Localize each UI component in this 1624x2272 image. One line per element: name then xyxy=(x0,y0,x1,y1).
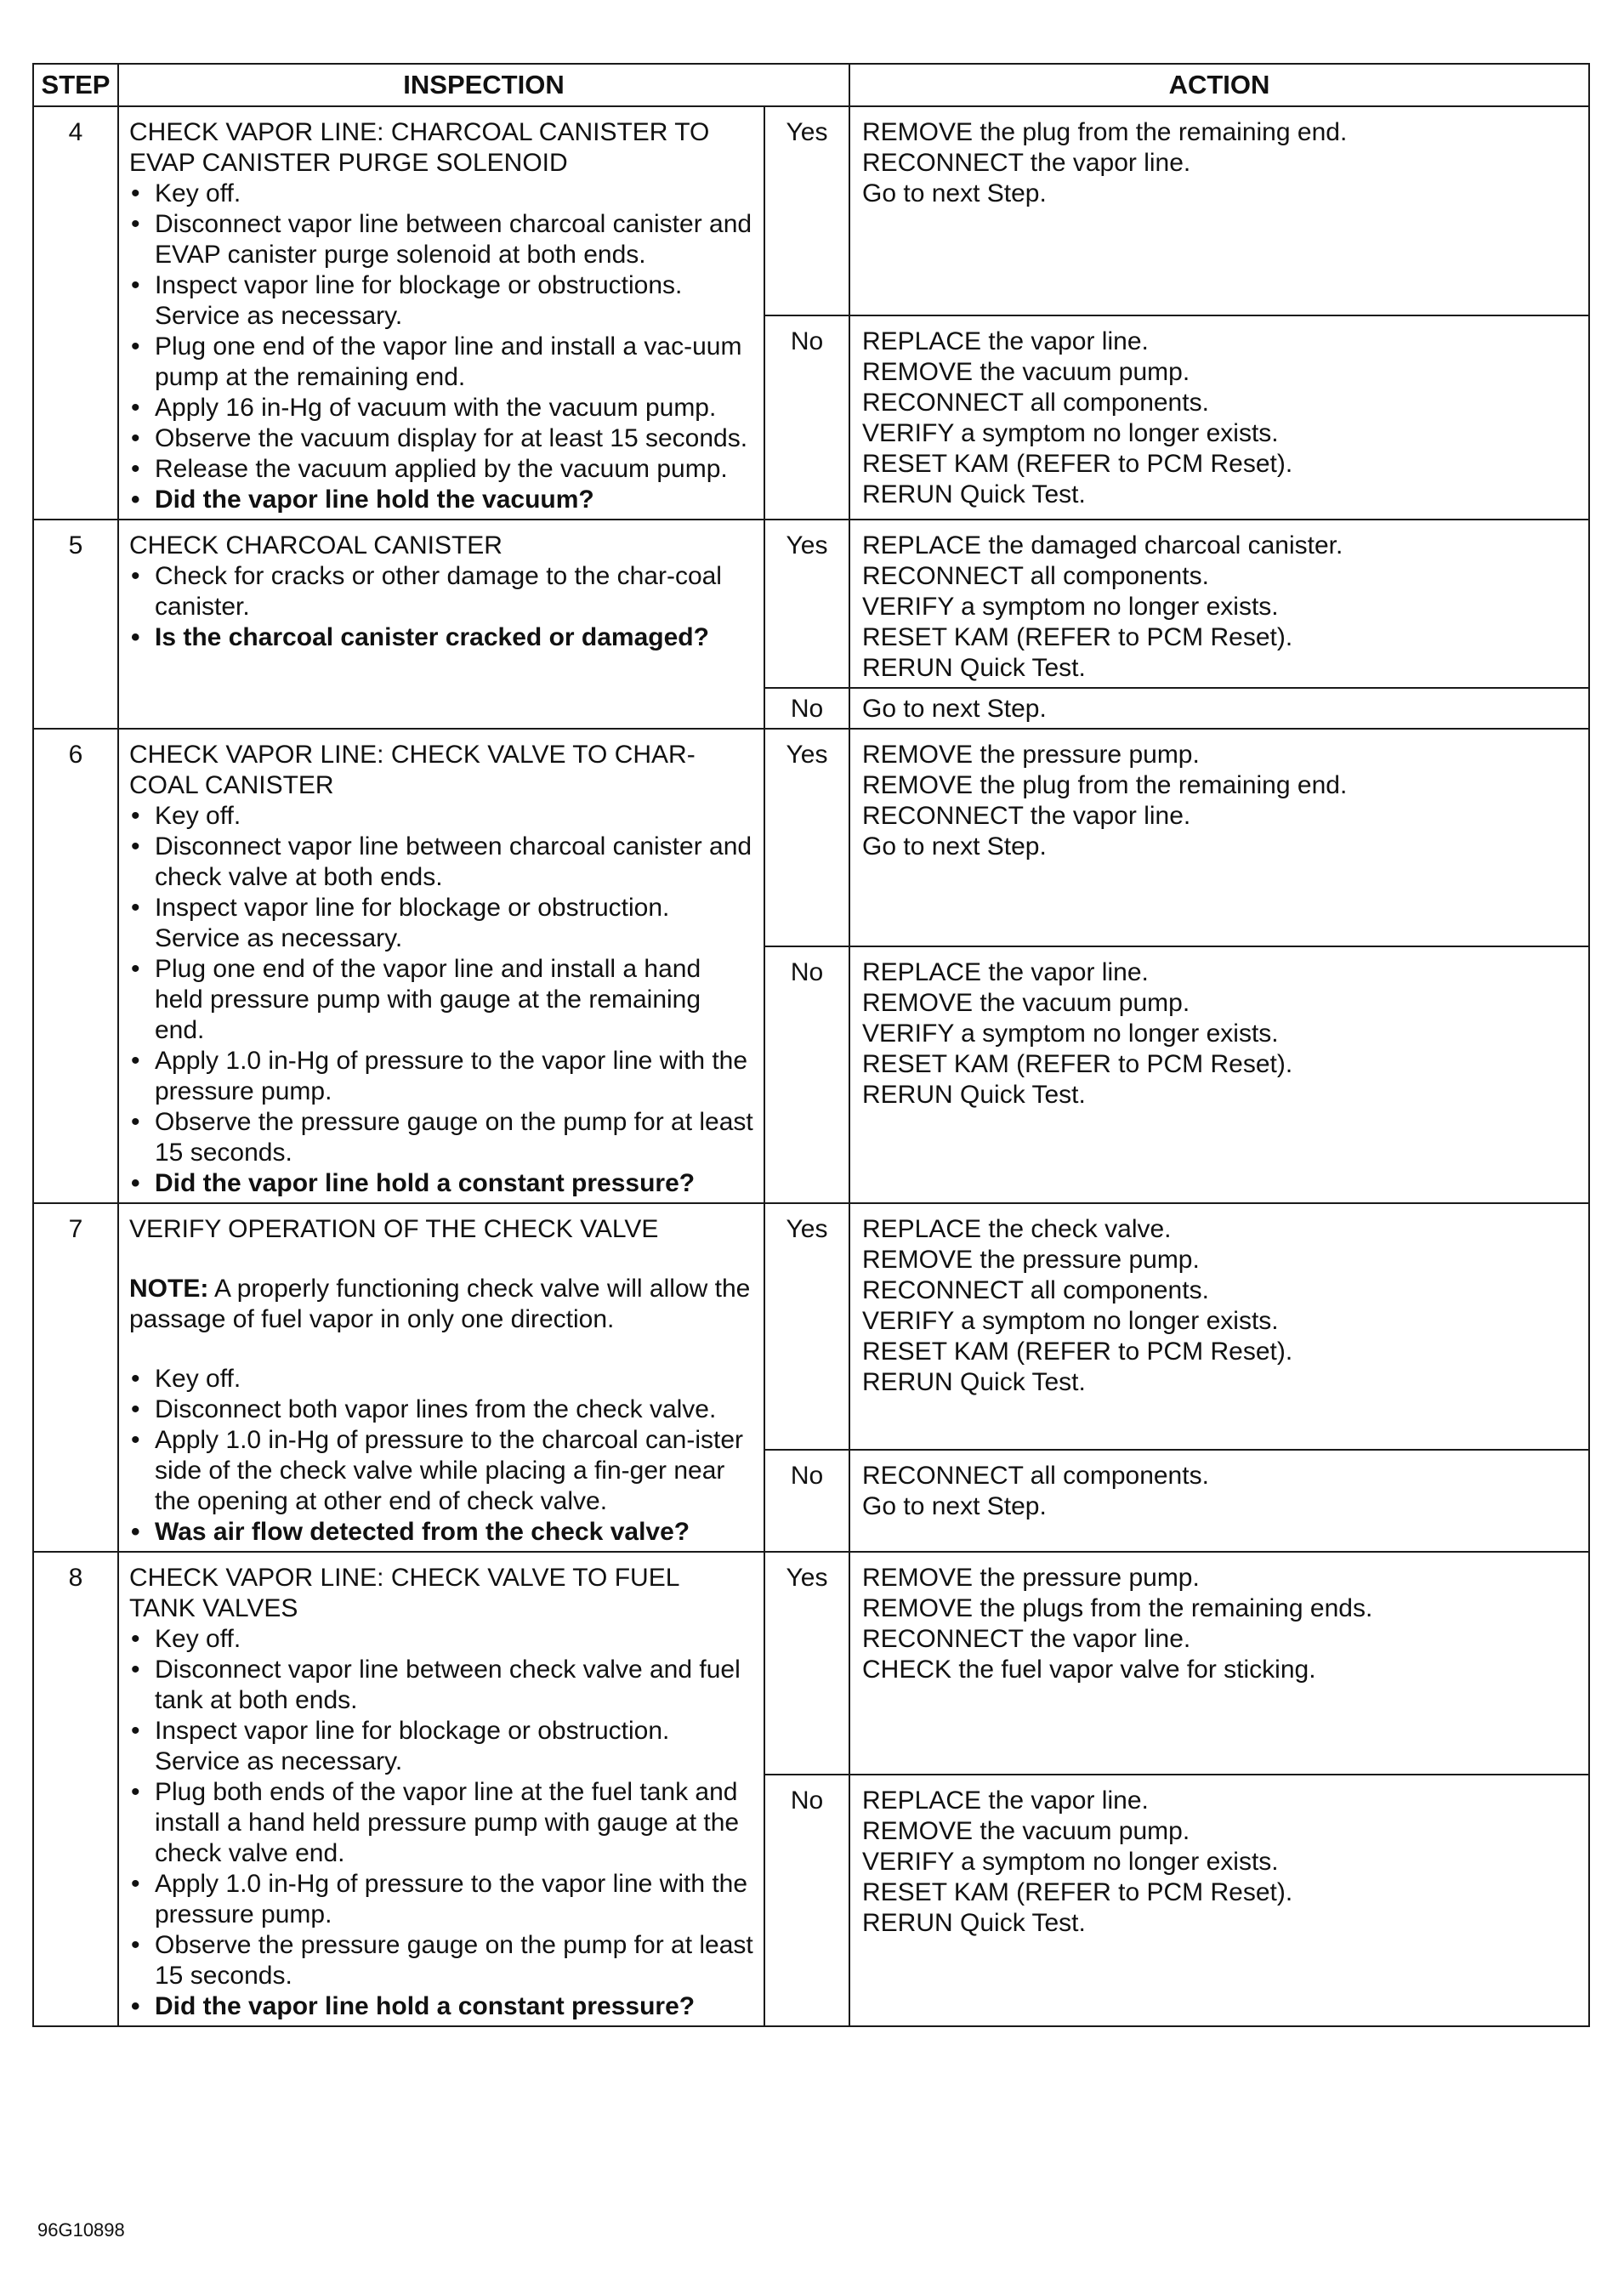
action-line: REPLACE the damaged charcoal canister. xyxy=(862,531,1343,559)
action-line: VERIFY a symptom no longer exists. xyxy=(862,1020,1279,1048)
inspection-question: • Is the charcoal canister cracked or damaged? xyxy=(129,622,755,653)
inspection-bullet: • Plug one end of the vapor line and install a vac-uum pump at the remaining end. xyxy=(129,332,755,393)
inspection-title-line: CHECK VAPOR LINE: CHARCOAL CANISTER TO xyxy=(129,118,710,146)
step-row-yes xyxy=(33,1552,1589,1775)
inspection-bullet: • Inspect vapor line for blockage or obstruction. Service as necessary. xyxy=(129,1716,755,1777)
action-line: REMOVE the pressure pump. xyxy=(862,1564,1200,1592)
step-number: 6 xyxy=(33,729,118,1203)
action-line: REMOVE the pressure pump. xyxy=(862,741,1200,769)
yes-action xyxy=(849,520,1589,688)
note-body: A properly functioning check valve will allow the passage of fuel vapor in only one direction. xyxy=(129,1275,751,1333)
yes-action xyxy=(849,1203,1589,1450)
inspection-bullet: • Check for cracks or other damage to the char-coal canister. xyxy=(129,561,755,622)
inspection-bullet: • Apply 1.0 in-Hg of pressure to the vapor line with the pressure pump. xyxy=(129,1869,755,1930)
inspection-bullet: • Key off. xyxy=(129,801,755,832)
action-line: REMOVE the vacuum pump. xyxy=(862,1817,1190,1845)
yes-label: Yes xyxy=(764,520,849,688)
no-label: No xyxy=(764,688,849,729)
action-line: RESET KAM (REFER to PCM Reset). xyxy=(862,1050,1293,1078)
figure-id: 96G10898 xyxy=(37,2219,125,2241)
action-line: Go to next Step. xyxy=(862,179,1047,207)
action-line: REPLACE the check valve. xyxy=(862,1215,1172,1243)
step-number: 8 xyxy=(33,1552,118,2026)
action-line: Go to next Step. xyxy=(862,832,1047,861)
inspection-bullet: • Inspect vapor line for blockage or obstructions. Service as necessary. xyxy=(129,270,755,332)
inspection-bullet: • Inspect vapor line for blockage or obstruction. Service as necessary. xyxy=(129,893,755,954)
action-line: RECONNECT all components. xyxy=(862,1462,1209,1490)
action-line: VERIFY a symptom no longer exists. xyxy=(862,1848,1279,1876)
action-line: REPLACE the vapor line. xyxy=(862,327,1149,355)
inspection-bullet: • Key off. xyxy=(129,1624,755,1655)
inspection-cell xyxy=(118,1552,764,2026)
inspection-title-line: CHECK VAPOR LINE: CHECK VALVE TO FUEL xyxy=(129,1564,680,1592)
inspection-bullet: • Observe the vacuum display for at least 15 seconds. xyxy=(129,423,755,454)
yes-label: Yes xyxy=(764,106,849,315)
action-line: RECONNECT all components. xyxy=(862,389,1209,417)
inspection-steps xyxy=(129,1624,755,2022)
diagnostic-table xyxy=(32,63,1590,2027)
inspection-bullet: • Key off. xyxy=(129,179,755,209)
action-line: Go to next Step. xyxy=(862,1492,1047,1520)
step-row-yes xyxy=(33,106,1589,315)
action-line: RECONNECT the vapor line. xyxy=(862,802,1191,830)
inspection-question: • Was air flow detected from the check valve? xyxy=(129,1517,755,1548)
step-row-yes xyxy=(33,520,1589,688)
action-line: REMOVE the pressure pump. xyxy=(862,1246,1200,1274)
action-line: REMOVE the plug from the remaining end. xyxy=(862,771,1348,799)
action-line: Go to next Step. xyxy=(862,695,1047,723)
no-action xyxy=(849,1775,1589,2026)
yes-action xyxy=(849,729,1589,946)
action-line: RERUN Quick Test. xyxy=(862,654,1086,682)
inspection-steps xyxy=(129,1364,755,1548)
inspection-bullet: • Disconnect vapor line between charcoal canister and EVAP canister purge solenoid at both ends. xyxy=(129,209,755,270)
action-line: RESET KAM (REFER to PCM Reset). xyxy=(862,623,1293,651)
yes-label: Yes xyxy=(764,1552,849,1775)
action-line: REMOVE the plug from the remaining end. xyxy=(862,118,1348,146)
no-label: No xyxy=(764,1450,849,1552)
inspection-bullet: • Apply 16 in-Hg of vacuum with the vacuum pump. xyxy=(129,393,755,423)
inspection-bullet: • Plug one end of the vapor line and install a hand held pressure pump with gauge at the remaining end. xyxy=(129,954,755,1046)
step-number: 7 xyxy=(33,1203,118,1552)
inspection-title-line: TANK VALVES xyxy=(129,1594,298,1622)
step-row-yes xyxy=(33,1203,1589,1450)
note-text xyxy=(129,1274,755,1335)
inspection-cell xyxy=(118,520,764,729)
header-row xyxy=(33,64,1589,106)
no-label: No xyxy=(764,315,849,520)
inspection-steps xyxy=(129,801,755,1199)
action-line: RERUN Quick Test. xyxy=(862,1909,1086,1937)
action-line: REMOVE the plugs from the remaining ends. xyxy=(862,1594,1373,1622)
inspection-cell xyxy=(118,106,764,520)
action-line: VERIFY a symptom no longer exists. xyxy=(862,593,1279,621)
header-step: STEP xyxy=(33,64,118,106)
inspection-bullet: • Apply 1.0 in-Hg of pressure to the vapor line with the pressure pump. xyxy=(129,1046,755,1107)
inspection-cell xyxy=(118,729,764,1203)
note-label: NOTE: xyxy=(129,1275,209,1303)
action-line: RESET KAM (REFER to PCM Reset). xyxy=(862,1878,1293,1906)
inspection-bullet: • Apply 1.0 in-Hg of pressure to the charcoal can-ister side of the check valve while placing a fin-ger near the opening at other end of check valve. xyxy=(129,1425,755,1517)
inspection-question: • Did the vapor line hold a constant pressure? xyxy=(129,1168,755,1199)
inspection-bullet: • Release the vacuum applied by the vacuum pump. xyxy=(129,454,755,485)
action-line: REPLACE the vapor line. xyxy=(862,1786,1149,1815)
header-action: ACTION xyxy=(849,64,1589,106)
inspection-cell xyxy=(118,1203,764,1552)
action-line: RECONNECT the vapor line. xyxy=(862,149,1191,177)
inspection-title-line: CHECK CHARCOAL CANISTER xyxy=(129,531,503,559)
action-line: REPLACE the vapor line. xyxy=(862,958,1149,986)
action-line: RECONNECT all components. xyxy=(862,1276,1209,1304)
inspection-title-line: CHECK VAPOR LINE: CHECK VALVE TO CHAR- xyxy=(129,741,696,769)
action-line: RERUN Quick Test. xyxy=(862,480,1086,508)
yes-label: Yes xyxy=(764,1203,849,1450)
no-action xyxy=(849,315,1589,520)
inspection-question: • Did the vapor line hold a constant pressure? xyxy=(129,1991,755,2022)
action-line: RESET KAM (REFER to PCM Reset). xyxy=(862,450,1293,478)
action-line: RERUN Quick Test. xyxy=(862,1368,1086,1396)
no-label: No xyxy=(764,946,849,1203)
no-action xyxy=(849,1450,1589,1552)
inspection-bullet: • Disconnect vapor line between check valve and fuel tank at both ends. xyxy=(129,1655,755,1716)
action-line: REMOVE the vacuum pump. xyxy=(862,358,1190,386)
inspection-question: • Did the vapor line hold the vacuum? xyxy=(129,485,755,515)
inspection-bullet: • Disconnect both vapor lines from the check valve. xyxy=(129,1394,755,1425)
action-line: RERUN Quick Test. xyxy=(862,1081,1086,1109)
yes-action xyxy=(849,1552,1589,1775)
action-line: VERIFY a symptom no longer exists. xyxy=(862,1307,1279,1335)
inspection-bullet: • Observe the pressure gauge on the pump for at least 15 seconds. xyxy=(129,1930,755,1991)
action-line: RESET KAM (REFER to PCM Reset). xyxy=(862,1338,1293,1366)
action-line: VERIFY a symptom no longer exists. xyxy=(862,419,1279,447)
action-line: RECONNECT the vapor line. xyxy=(862,1625,1191,1653)
inspection-bullet: • Disconnect vapor line between charcoal canister and check valve at both ends. xyxy=(129,832,755,893)
inspection-bullet: • Plug both ends of the vapor line at the fuel tank and install a hand held pressure pump with gauge at the check valve end. xyxy=(129,1777,755,1869)
inspection-bullet: • Observe the pressure gauge on the pump for at least 15 seconds. xyxy=(129,1107,755,1168)
header-inspection: INSPECTION xyxy=(118,64,849,106)
yes-label: Yes xyxy=(764,729,849,946)
inspection-title-line: VERIFY OPERATION OF THE CHECK VALVE xyxy=(129,1215,659,1243)
step-number: 5 xyxy=(33,520,118,729)
no-label: No xyxy=(764,1775,849,2026)
step-row-yes xyxy=(33,729,1589,946)
step-number: 4 xyxy=(33,106,118,520)
inspection-title-line: EVAP CANISTER PURGE SOLENOID xyxy=(129,149,568,177)
no-action xyxy=(849,688,1589,729)
yes-action xyxy=(849,106,1589,315)
inspection-title-line: COAL CANISTER xyxy=(129,771,334,799)
inspection-bullet: • Key off. xyxy=(129,1364,755,1394)
action-line: RECONNECT all components. xyxy=(862,562,1209,590)
action-line: CHECK the fuel vapor valve for sticking. xyxy=(862,1656,1316,1684)
action-line: REMOVE the vacuum pump. xyxy=(862,989,1190,1017)
inspection-steps xyxy=(129,179,755,515)
no-action xyxy=(849,946,1589,1203)
inspection-steps xyxy=(129,561,755,653)
